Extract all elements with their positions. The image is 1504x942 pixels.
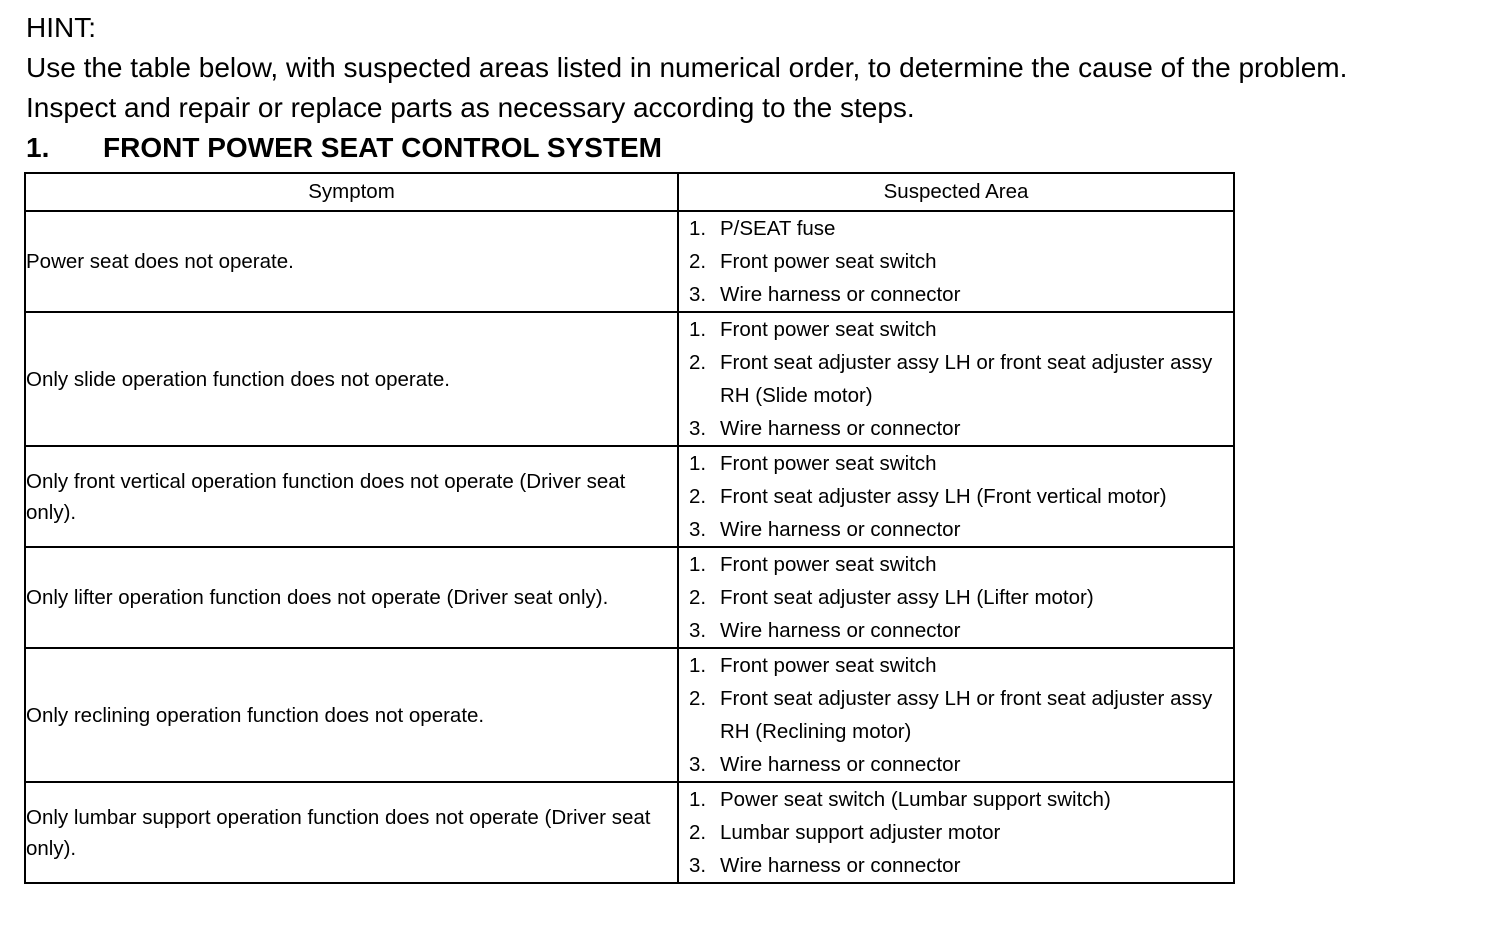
item-number: 3. <box>689 417 707 440</box>
item-number: 2. <box>689 586 707 609</box>
suspected-area-cell <box>678 648 1234 782</box>
item-number: 1. <box>689 553 707 576</box>
item-text: Front seat adjuster assy LH or front seat adjuster assy RH (Slide motor) <box>720 351 1213 407</box>
suspected-area-cell <box>678 312 1234 446</box>
list-item <box>679 412 1233 445</box>
item-number: 2. <box>689 687 707 710</box>
suspected-area-column-header: Suspected Area <box>678 173 1234 211</box>
item-number: 2. <box>689 250 707 273</box>
table-row <box>25 782 1234 883</box>
item-number: 3. <box>689 283 707 306</box>
item-number: 1. <box>689 318 707 341</box>
list-item <box>679 480 1233 513</box>
item-text: Front power seat switch <box>720 250 937 273</box>
symptom-table <box>24 172 1235 884</box>
item-text: Wire harness or connector <box>720 619 961 642</box>
list-item <box>679 212 1233 245</box>
symptom-cell: Only slide operation function does not operate. <box>25 312 678 446</box>
list-item <box>679 614 1233 647</box>
item-number: 1. <box>689 217 707 240</box>
symptom-column-header: Symptom <box>25 173 678 211</box>
table-header-row <box>25 173 1234 211</box>
suspected-area-cell <box>678 782 1234 883</box>
suspected-area-list <box>679 649 1233 781</box>
table-row <box>25 312 1234 446</box>
item-text: Front power seat switch <box>720 318 937 341</box>
item-number: 2. <box>689 351 707 374</box>
item-text: Lumbar support adjuster motor <box>720 821 1001 844</box>
list-item <box>679 548 1233 581</box>
item-text: Front seat adjuster assy LH (Front vertical motor) <box>720 485 1167 508</box>
item-text: P/SEAT fuse <box>720 217 836 240</box>
symptom-cell: Only front vertical operation function does not operate (Driver seat only). <box>25 446 678 547</box>
item-text: Front power seat switch <box>720 452 937 475</box>
item-number: 3. <box>689 854 707 877</box>
suspected-area-list <box>679 313 1233 445</box>
item-text: Front power seat switch <box>720 553 937 576</box>
item-number: 1. <box>689 452 707 475</box>
item-text: Front seat adjuster assy LH or front seat adjuster assy RH (Reclining motor) <box>720 687 1213 743</box>
item-number: 3. <box>689 753 707 776</box>
suspected-area-cell <box>678 211 1234 312</box>
list-item <box>679 748 1233 781</box>
suspected-area-cell <box>678 547 1234 648</box>
hint-title: HINT: <box>26 12 96 43</box>
item-number: 3. <box>689 518 707 541</box>
symptom-cell: Power seat does not operate. <box>25 211 678 312</box>
item-text: Power seat switch (Lumbar support switch) <box>720 788 1111 811</box>
item-text: Wire harness or connector <box>720 518 961 541</box>
table-row <box>25 211 1234 312</box>
list-item <box>679 649 1233 682</box>
item-number: 2. <box>689 821 707 844</box>
table-row <box>25 547 1234 648</box>
item-text: Wire harness or connector <box>720 283 961 306</box>
list-item <box>679 513 1233 546</box>
suspected-area-list <box>679 548 1233 647</box>
section-number: 1. <box>26 132 50 163</box>
item-number: 3. <box>689 619 707 642</box>
item-text: Wire harness or connector <box>720 854 961 877</box>
item-text: Wire harness or connector <box>720 417 961 440</box>
suspected-area-cell <box>678 446 1234 547</box>
item-number: 1. <box>689 654 707 677</box>
symptom-cell: Only reclining operation function does not operate. <box>25 648 678 782</box>
symptom-cell: Only lifter operation function does not operate (Driver seat only). <box>25 547 678 648</box>
section-title: FRONT POWER SEAT CONTROL SYSTEM <box>103 132 662 163</box>
suspected-area-list <box>679 447 1233 546</box>
table-row <box>25 446 1234 547</box>
list-item <box>679 313 1233 346</box>
item-text: Front seat adjuster assy LH (Lifter motor) <box>720 586 1094 609</box>
item-number: 1. <box>689 788 707 811</box>
list-item <box>679 849 1233 882</box>
list-item <box>679 581 1233 614</box>
suspected-area-list <box>679 212 1233 311</box>
list-item <box>679 278 1233 311</box>
document <box>26 8 1486 168</box>
table-row <box>25 648 1234 782</box>
list-item <box>679 346 1233 412</box>
list-item <box>679 447 1233 480</box>
list-item <box>679 783 1233 816</box>
list-item <box>679 816 1233 849</box>
hint-line-1: Use the table below, with suspected areas listed in numerical order, to determine the cause of the problem. <box>26 52 1348 83</box>
hint-line-2: Inspect and repair or replace parts as necessary according to the steps. <box>26 92 915 123</box>
symptom-cell: Only lumbar support operation function does not operate (Driver seat only). <box>25 782 678 883</box>
item-text: Wire harness or connector <box>720 753 961 776</box>
item-text: Front power seat switch <box>720 654 937 677</box>
item-number: 2. <box>689 485 707 508</box>
list-item <box>679 245 1233 278</box>
section-heading <box>26 128 1486 168</box>
suspected-area-list <box>679 783 1233 882</box>
list-item <box>679 682 1233 748</box>
